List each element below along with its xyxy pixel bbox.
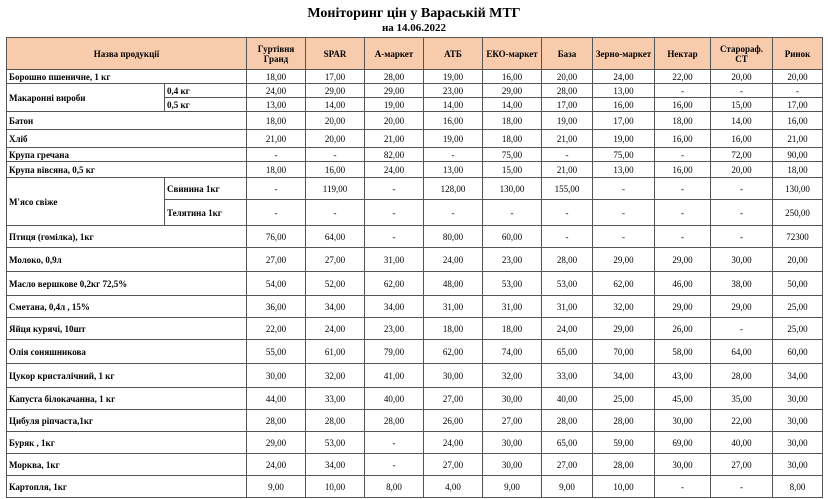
price-cell: 130,00 xyxy=(773,178,823,200)
price-cell: 18,00 xyxy=(483,130,542,148)
price-cell: 30,00 xyxy=(773,410,823,432)
price-cell: 13,00 xyxy=(593,84,655,98)
table-row xyxy=(7,84,823,98)
price-cell: 64,00 xyxy=(306,226,365,248)
price-cell: 9,00 xyxy=(542,476,593,498)
price-cell: 48,00 xyxy=(424,272,483,296)
price-cell: 72,00 xyxy=(711,148,773,162)
price-cell: 20,00 xyxy=(711,162,773,178)
price-cell: 70,00 xyxy=(593,340,655,364)
price-cell: 32,00 xyxy=(306,364,365,388)
price-cell: 30,00 xyxy=(483,432,542,454)
price-cell: 29,00 xyxy=(593,248,655,272)
price-cell: 21,00 xyxy=(773,130,823,148)
product-name: Буряк , 1кг xyxy=(7,432,247,454)
table-body xyxy=(7,70,823,498)
product-name: Макаронні вироби xyxy=(7,84,165,112)
price-cell: 16,00 xyxy=(711,130,773,148)
header-store: Зерно-маркет xyxy=(593,38,655,70)
price-cell: 10,00 xyxy=(306,476,365,498)
price-cell: 27,00 xyxy=(424,388,483,410)
price-cell: 33,00 xyxy=(542,364,593,388)
table-row xyxy=(7,388,823,410)
price-cell: 27,00 xyxy=(483,410,542,432)
price-cell: 40,00 xyxy=(711,432,773,454)
product-name: Морква, 1кг xyxy=(7,454,247,476)
header-store: А-маркет xyxy=(365,38,424,70)
product-name: Птиця (гомілка), 1кг xyxy=(7,226,247,248)
price-cell: 26,00 xyxy=(424,410,483,432)
price-cell: 65,00 xyxy=(542,340,593,364)
table-row xyxy=(7,248,823,272)
price-cell: 24,00 xyxy=(593,70,655,84)
price-cell: 18,00 xyxy=(655,112,711,130)
price-cell: 35,00 xyxy=(711,388,773,410)
price-cell: - xyxy=(711,476,773,498)
price-cell: 30,00 xyxy=(711,248,773,272)
product-name: Сметана, 0,4л , 15% xyxy=(7,296,247,318)
price-cell: 45,00 xyxy=(655,388,711,410)
price-cell: 28,00 xyxy=(542,410,593,432)
table-row xyxy=(7,70,823,84)
price-cell: 29,00 xyxy=(247,432,306,454)
header-store: Ринок xyxy=(773,38,823,70)
price-cell: 15,00 xyxy=(483,162,542,178)
price-cell: 29,00 xyxy=(483,84,542,98)
price-cell: - xyxy=(655,226,711,248)
price-cell: 53,00 xyxy=(306,432,365,454)
price-cell: 14,00 xyxy=(483,98,542,112)
price-cell: 30,00 xyxy=(773,388,823,410)
price-cell: 28,00 xyxy=(365,70,424,84)
price-cell: 9,00 xyxy=(483,476,542,498)
price-cell: 155,00 xyxy=(542,178,593,200)
table-row xyxy=(7,162,823,178)
price-cell: 75,00 xyxy=(483,148,542,162)
price-cell: - xyxy=(306,148,365,162)
price-cell: 28,00 xyxy=(593,410,655,432)
product-name: Борошно пшеничне, 1 кг xyxy=(7,70,247,84)
table-row xyxy=(7,178,823,200)
price-cell: 19,00 xyxy=(542,112,593,130)
price-cell: - xyxy=(365,454,424,476)
price-cell: - xyxy=(542,200,593,226)
price-cell: - xyxy=(711,200,773,226)
price-cell: 17,00 xyxy=(542,98,593,112)
price-cell: 43,00 xyxy=(655,364,711,388)
price-cell: - xyxy=(711,84,773,98)
price-cell: 23,00 xyxy=(424,84,483,98)
price-cell: 13,00 xyxy=(424,162,483,178)
price-cell: 20,00 xyxy=(306,112,365,130)
price-cell: 4,00 xyxy=(424,476,483,498)
price-cell: 28,00 xyxy=(542,84,593,98)
table-row xyxy=(7,296,823,318)
price-cell: 72300 xyxy=(773,226,823,248)
price-cell: 24,00 xyxy=(542,318,593,340)
table-row xyxy=(7,130,823,148)
price-cell: 16,00 xyxy=(655,162,711,178)
price-cell: 29,00 xyxy=(711,296,773,318)
price-cell: 16,00 xyxy=(655,98,711,112)
price-cell: - xyxy=(365,200,424,226)
table-row xyxy=(7,148,823,162)
price-cell: 40,00 xyxy=(365,388,424,410)
header-store: Старораф. СТ xyxy=(711,38,773,70)
price-cell: 14,00 xyxy=(306,98,365,112)
price-cell: 30,00 xyxy=(483,454,542,476)
product-name: Крупа гречана xyxy=(7,148,247,162)
price-cell: 13,00 xyxy=(593,162,655,178)
price-cell: - xyxy=(655,476,711,498)
price-cell: 14,00 xyxy=(711,112,773,130)
price-cell: 21,00 xyxy=(542,130,593,148)
price-cell: 24,00 xyxy=(306,318,365,340)
price-cell: 32,00 xyxy=(593,296,655,318)
price-cell: 21,00 xyxy=(542,162,593,178)
price-cell: 18,00 xyxy=(483,318,542,340)
price-cell: - xyxy=(483,200,542,226)
product-name: Картопля, 1кг xyxy=(7,476,247,498)
price-cell: 9,00 xyxy=(247,476,306,498)
product-variant: Телятина 1кг xyxy=(165,200,247,226)
price-cell: 27,00 xyxy=(247,248,306,272)
product-name: Яйця курячі, 10шт xyxy=(7,318,247,340)
page-subtitle: на 14.06.2022 xyxy=(381,22,447,34)
price-cell: 29,00 xyxy=(593,318,655,340)
price-cell: 38,00 xyxy=(711,272,773,296)
price-cell: 20,00 xyxy=(306,130,365,148)
price-cell: 46,00 xyxy=(655,272,711,296)
header-store: Гуртівня Гранд xyxy=(247,38,306,70)
price-cell: 27,00 xyxy=(711,454,773,476)
price-cell: 90,00 xyxy=(773,148,823,162)
price-cell: 24,00 xyxy=(247,84,306,98)
price-cell: 18,00 xyxy=(247,70,306,84)
table-row xyxy=(7,318,823,340)
table-row xyxy=(7,340,823,364)
price-cell: - xyxy=(593,178,655,200)
header-store: Нектар xyxy=(655,38,711,70)
price-cell: 10,00 xyxy=(593,476,655,498)
price-cell: 19,00 xyxy=(424,130,483,148)
price-cell: 31,00 xyxy=(542,296,593,318)
price-cell: 26,00 xyxy=(655,318,711,340)
price-cell: 16,00 xyxy=(483,70,542,84)
price-cell: 61,00 xyxy=(306,340,365,364)
price-cell: 20,00 xyxy=(711,70,773,84)
price-cell: 21,00 xyxy=(247,130,306,148)
price-cell: 27,00 xyxy=(424,454,483,476)
price-cell: 16,00 xyxy=(773,112,823,130)
price-cell: 18,00 xyxy=(483,112,542,130)
price-cell: 30,00 xyxy=(483,388,542,410)
price-cell: 53,00 xyxy=(542,272,593,296)
price-cell: 30,00 xyxy=(773,432,823,454)
price-cell: - xyxy=(247,178,306,200)
header-store: База xyxy=(542,38,593,70)
price-cell: 29,00 xyxy=(655,248,711,272)
price-cell: 44,00 xyxy=(247,388,306,410)
price-cell: - xyxy=(424,200,483,226)
price-cell: 25,00 xyxy=(593,388,655,410)
price-cell: 24,00 xyxy=(365,162,424,178)
price-cell: 34,00 xyxy=(365,296,424,318)
price-cell: 31,00 xyxy=(365,248,424,272)
price-cell: 28,00 xyxy=(711,364,773,388)
price-cell: 250,00 xyxy=(773,200,823,226)
price-cell: 31,00 xyxy=(424,296,483,318)
price-cell: 55,00 xyxy=(247,340,306,364)
price-cell: 20,00 xyxy=(773,248,823,272)
price-cell: 80,00 xyxy=(424,226,483,248)
price-cell: 58,00 xyxy=(655,340,711,364)
price-cell: - xyxy=(306,200,365,226)
price-cell: 25,00 xyxy=(773,318,823,340)
price-cell: 29,00 xyxy=(365,84,424,98)
price-cell: 8,00 xyxy=(773,476,823,498)
price-cell: 41,00 xyxy=(365,364,424,388)
product-name: Молоко, 0,9л xyxy=(7,248,247,272)
price-cell: 19,00 xyxy=(424,70,483,84)
price-cell: 17,00 xyxy=(306,70,365,84)
price-cell: 16,00 xyxy=(424,112,483,130)
price-cell: - xyxy=(655,84,711,98)
price-cell: 30,00 xyxy=(247,364,306,388)
price-cell: - xyxy=(711,318,773,340)
price-cell: 23,00 xyxy=(483,248,542,272)
product-name: Капуста білокачанна, 1 кг xyxy=(7,388,247,410)
price-cell: 54,00 xyxy=(247,272,306,296)
price-cell: 19,00 xyxy=(593,130,655,148)
price-cell: 64,00 xyxy=(711,340,773,364)
price-cell: 16,00 xyxy=(306,162,365,178)
price-cell: 60,00 xyxy=(483,226,542,248)
product-variant: 0,4 кг xyxy=(165,84,247,98)
price-table xyxy=(6,37,823,498)
price-cell: 62,00 xyxy=(365,272,424,296)
price-cell: 28,00 xyxy=(247,410,306,432)
product-variant: 0,5 кг xyxy=(165,98,247,112)
price-cell: 31,00 xyxy=(483,296,542,318)
product-name: Цибуля ріпчаста,1кг xyxy=(7,410,247,432)
price-cell: - xyxy=(247,200,306,226)
price-cell: 30,00 xyxy=(655,454,711,476)
price-cell: 8,00 xyxy=(365,476,424,498)
price-cell: 32,00 xyxy=(483,364,542,388)
price-cell: 50,00 xyxy=(773,272,823,296)
price-cell: 21,00 xyxy=(365,130,424,148)
price-cell: 18,00 xyxy=(247,162,306,178)
price-cell: 59,00 xyxy=(593,432,655,454)
header-product: Назва продукції xyxy=(7,38,247,70)
price-cell: 30,00 xyxy=(424,364,483,388)
product-name: Масло вершкове 0,2кг 72,5% xyxy=(7,272,247,296)
price-cell: 33,00 xyxy=(306,388,365,410)
price-cell: 30,00 xyxy=(773,454,823,476)
product-variant: Свинина 1кг xyxy=(165,178,247,200)
price-cell: 76,00 xyxy=(247,226,306,248)
price-cell: - xyxy=(542,148,593,162)
price-cell: 34,00 xyxy=(593,364,655,388)
price-cell: 28,00 xyxy=(365,410,424,432)
price-cell: 22,00 xyxy=(655,70,711,84)
price-cell: 130,00 xyxy=(483,178,542,200)
table-row xyxy=(7,454,823,476)
price-cell: - xyxy=(655,200,711,226)
product-name: Олія соняшникова xyxy=(7,340,247,364)
header-store: SPAR xyxy=(306,38,365,70)
price-cell: 17,00 xyxy=(593,112,655,130)
price-cell: 14,00 xyxy=(424,98,483,112)
table-header-row xyxy=(7,38,823,70)
header-store: ЕКО-маркет xyxy=(483,38,542,70)
price-cell: 40,00 xyxy=(542,388,593,410)
table-row xyxy=(7,112,823,130)
price-cell: 52,00 xyxy=(306,272,365,296)
table-row xyxy=(7,226,823,248)
price-cell: 79,00 xyxy=(365,340,424,364)
price-cell: 18,00 xyxy=(247,112,306,130)
product-name: Крупа вівсяна, 0,5 кг xyxy=(7,162,247,178)
price-cell: 20,00 xyxy=(773,70,823,84)
price-cell: 22,00 xyxy=(247,318,306,340)
product-name: Цукор кристалічний, 1 кг xyxy=(7,364,247,388)
price-cell: 20,00 xyxy=(542,70,593,84)
table-row xyxy=(7,272,823,296)
price-cell: 24,00 xyxy=(424,248,483,272)
price-cell: 36,00 xyxy=(247,296,306,318)
price-cell: - xyxy=(711,226,773,248)
table-row xyxy=(7,410,823,432)
price-cell: 62,00 xyxy=(593,272,655,296)
price-cell: 128,00 xyxy=(424,178,483,200)
price-cell: 18,00 xyxy=(773,162,823,178)
price-cell: 34,00 xyxy=(306,296,365,318)
price-cell: - xyxy=(711,178,773,200)
table-row xyxy=(7,432,823,454)
price-cell: 28,00 xyxy=(593,454,655,476)
price-cell: - xyxy=(542,226,593,248)
price-cell: 22,00 xyxy=(711,410,773,432)
price-cell: 29,00 xyxy=(655,296,711,318)
price-cell: - xyxy=(655,148,711,162)
table-row xyxy=(7,364,823,388)
price-cell: - xyxy=(773,84,823,98)
price-cell: 24,00 xyxy=(424,432,483,454)
price-cell: 69,00 xyxy=(655,432,711,454)
price-cell: 18,00 xyxy=(424,318,483,340)
header-store: АТБ xyxy=(424,38,483,70)
price-cell: 53,00 xyxy=(483,272,542,296)
price-cell: 65,00 xyxy=(542,432,593,454)
price-cell: 16,00 xyxy=(655,130,711,148)
product-name: Хліб xyxy=(7,130,247,148)
price-cell: 28,00 xyxy=(542,248,593,272)
price-cell: - xyxy=(655,178,711,200)
price-cell: 25,00 xyxy=(773,296,823,318)
price-cell: 82,00 xyxy=(365,148,424,162)
price-cell: - xyxy=(365,178,424,200)
price-cell: 17,00 xyxy=(773,98,823,112)
price-cell: 20,00 xyxy=(365,112,424,130)
price-cell: - xyxy=(424,148,483,162)
price-cell: 27,00 xyxy=(542,454,593,476)
price-cell: 28,00 xyxy=(306,410,365,432)
price-cell: 27,00 xyxy=(306,248,365,272)
price-cell: 19,00 xyxy=(365,98,424,112)
price-cell: 24,00 xyxy=(247,454,306,476)
price-cell: - xyxy=(247,148,306,162)
price-cell: - xyxy=(593,200,655,226)
price-cell: 23,00 xyxy=(365,318,424,340)
product-name: М'ясо свіже xyxy=(7,178,165,226)
price-cell: 74,00 xyxy=(483,340,542,364)
page-title: Моніторинг цін у Вараській МТГ xyxy=(307,6,521,21)
product-name: Батон xyxy=(7,112,247,130)
price-cell: - xyxy=(593,226,655,248)
table-row xyxy=(7,476,823,498)
price-cell: 13,00 xyxy=(247,98,306,112)
price-cell: 29,00 xyxy=(306,84,365,98)
price-cell: - xyxy=(365,432,424,454)
price-cell: 30,00 xyxy=(655,410,711,432)
price-cell: 15,00 xyxy=(711,98,773,112)
price-cell: 75,00 xyxy=(593,148,655,162)
price-cell: - xyxy=(365,226,424,248)
price-cell: 60,00 xyxy=(773,340,823,364)
price-cell: 34,00 xyxy=(306,454,365,476)
price-cell: 62,00 xyxy=(424,340,483,364)
price-cell: 119,00 xyxy=(306,178,365,200)
price-cell: 16,00 xyxy=(593,98,655,112)
price-cell: 34,00 xyxy=(773,364,823,388)
